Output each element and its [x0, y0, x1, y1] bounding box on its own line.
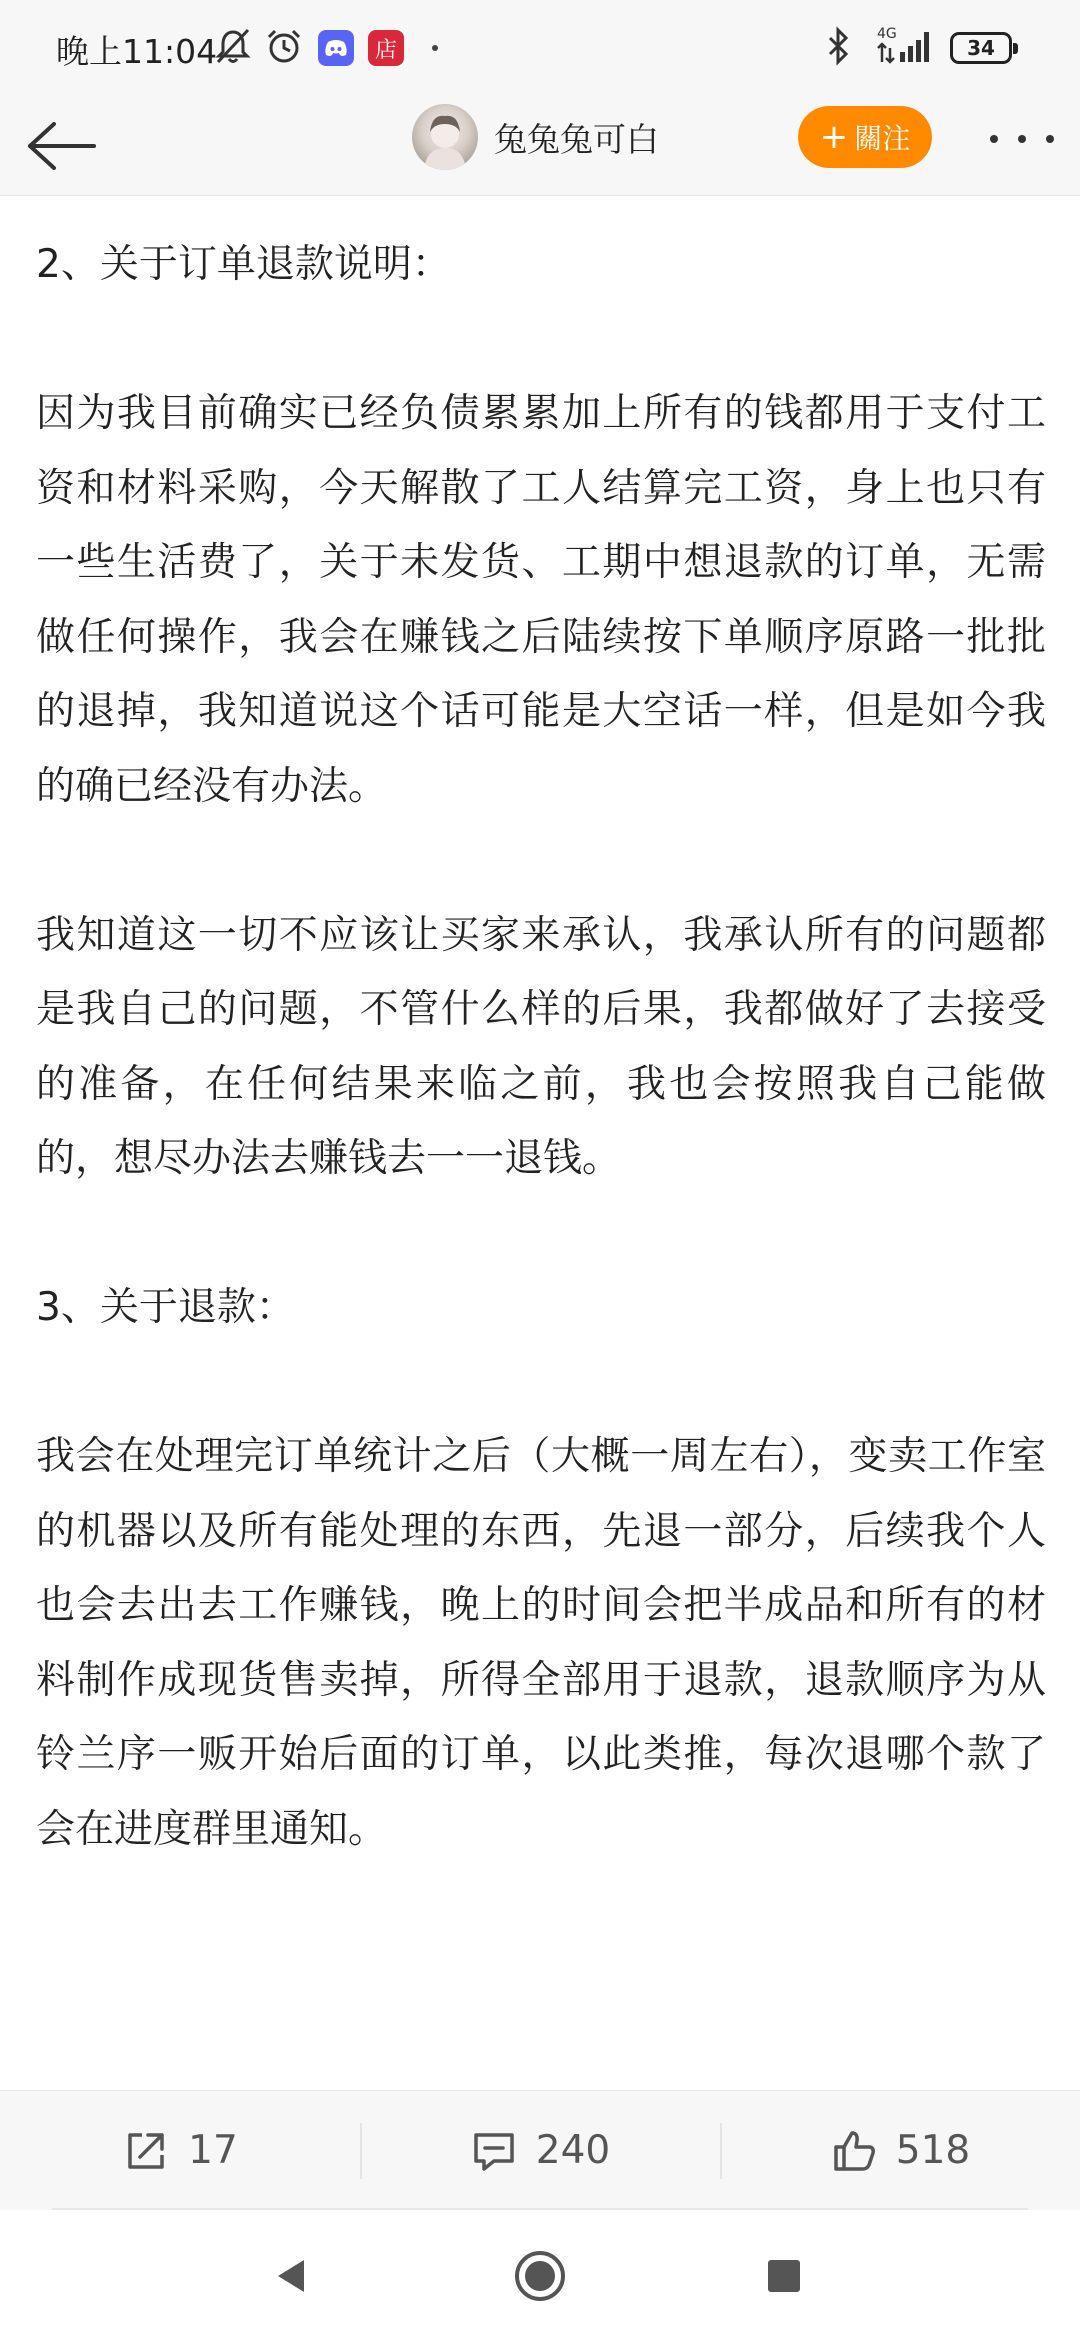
divider — [52, 2208, 1028, 2210]
network-type-label: 4G — [877, 26, 897, 42]
notification-dot — [432, 45, 438, 51]
bell-off-icon — [214, 26, 252, 66]
system-navigation-bar — [0, 2212, 1080, 2340]
discord-app-icon — [318, 30, 354, 66]
status-bar — [0, 0, 1080, 96]
square-recents-icon — [764, 2256, 804, 2296]
status-time: 晚上11:04 — [56, 32, 218, 71]
battery-indicator: 34 — [950, 32, 1012, 64]
share-count: 17 — [188, 2128, 238, 2173]
more-dot-icon — [1046, 135, 1054, 143]
article-paragraph: 因为我目前确实已经负债累累加上所有的钱都用于支付工资和材料采购，今天解散了工人结算完工资，身上也只有一些生活费了，关于未发货、工期中想退款的订单，无需做任何操作，我会在赚钱之后陆续按下单顺序原路一批批的退掉，我知道说这个话可能是大空话一样，但是如今我的确已经没有办法。 — [36, 391, 1046, 809]
system-recents-button[interactable] — [754, 2246, 814, 2306]
comment-icon — [470, 2127, 518, 2175]
like-count: 518 — [895, 2128, 971, 2173]
article-body — [36, 228, 1046, 1867]
article-paragraph: 3、关于退款： — [36, 1285, 295, 1330]
system-home-button[interactable] — [510, 2246, 570, 2306]
top-nav-bar — [0, 96, 1080, 196]
comment-count: 240 — [535, 2128, 611, 2173]
more-dot-icon — [990, 135, 998, 143]
article-paragraph: 我知道这一切不应该让买家来承认，我承认所有的问题都是我自己的问题，不管什么样的后果，我都做好了去接受的准备，在任何结果来临之前，我也会按照我自己能做的，想尽办法去赚钱去一一退钱。 — [36, 912, 1046, 1181]
circle-home-icon — [512, 2248, 568, 2304]
follow-label: 關注 — [854, 122, 911, 155]
like-button[interactable] — [720, 2091, 1080, 2210]
share-icon — [122, 2127, 170, 2175]
back-button[interactable] — [24, 116, 100, 176]
article-paragraph: 我会在处理完订单统计之后（大概一周左右），变卖工作室的机器以及所有能处理的东西，先退一部分，后续我个人也会去出去工作赚钱，晚上的时间会把半成品和所有的材料制作成现货售卖掉，所得全部用于退款，退款顺序为从铃兰序一贩开始后面的订单，以此类推，每次退哪个款了会在进度群里通知。 — [36, 1434, 1046, 1852]
action-bar — [0, 2090, 1080, 2210]
bluetooth-icon — [826, 26, 852, 66]
article-paragraph: 2、关于订单退款说明： — [36, 242, 451, 287]
share-button[interactable] — [0, 2091, 360, 2210]
avatar[interactable] — [412, 104, 478, 170]
signal-icon — [870, 26, 936, 66]
plus-icon: + — [819, 117, 849, 157]
store-app-icon: 店 — [368, 30, 404, 66]
avatar-image — [412, 104, 478, 170]
back-arrow-icon — [24, 116, 100, 176]
triangle-back-icon — [272, 2256, 312, 2296]
comment-button[interactable] — [360, 2091, 720, 2210]
system-back-button[interactable] — [262, 2246, 322, 2306]
more-dot-icon — [1018, 135, 1026, 143]
thumbs-up-icon — [830, 2127, 878, 2175]
follow-button[interactable] — [798, 106, 932, 168]
more-options-button[interactable] — [984, 116, 1060, 162]
alarm-clock-icon — [264, 26, 304, 66]
username[interactable]: 兔兔兔可白 — [494, 120, 659, 159]
